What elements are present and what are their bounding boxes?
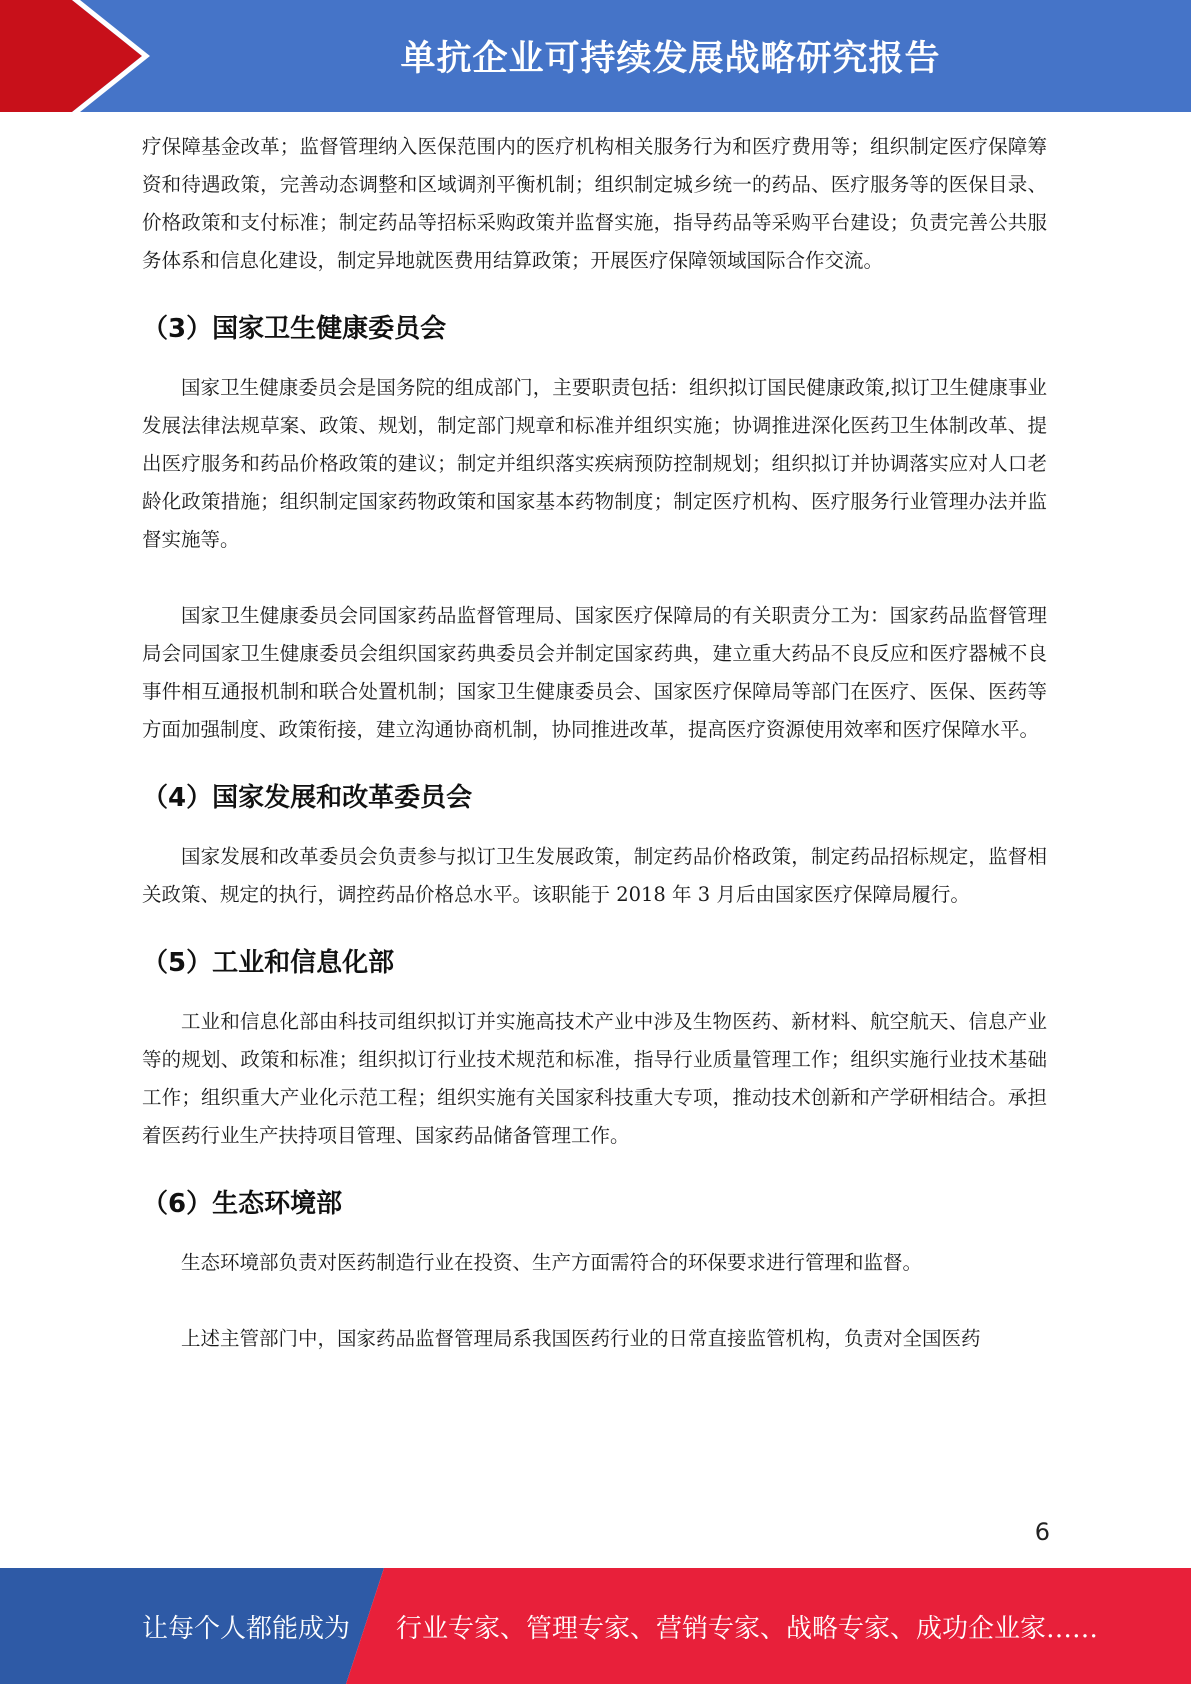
paragraph-3a: 国家卫生健康委员会是国务院的组成部门，主要职责包括：组织拟订国民健康政策,拟订卫生健康事业发展法律法规草案、政策、规划，制定部门规章和标准并组织实施；协调推进深化医药卫生体制改革、提出医疗服务和药品价格政策的建议；制定并组织落实疾病预防控制规划；组织拟订并协调落实应对人口老龄化政策措施；组织制定国家药物政策和国家基本药物制度；制定医疗机构、医疗服务行业管理办法并监督实施等。	[142, 376, 1047, 551]
page-header	[0, 0, 1191, 112]
section-heading-5: （5）工业和信息化部	[142, 948, 395, 978]
section-heading-4: （4）国家发展和改革委员会	[142, 783, 473, 813]
document-body	[142, 128, 1047, 1358]
section-heading-3: （3）国家卫生健康委员会	[142, 314, 447, 344]
footer-slogan-right: 行业专家、管理专家、营销专家、战略专家、成功企业家……	[396, 1613, 1099, 1644]
paragraph-4: 国家发展和改革委员会负责参与拟订卫生发展政策，制定药品价格政策，制定药品招标规定，监督相关政策、规定的执行，调控药品价格总水平。该职能于 2018 年 3 月后由国家医疗保障局履行。	[142, 845, 1047, 906]
paragraph-3b: 国家卫生健康委员会同国家药品监督管理局、国家医疗保障局的有关职责分工为：国家药品监督管理局会同国家卫生健康委员会组织国家药典委员会并制定国家药典，建立重大药品不良反应和医疗器械不良事件相互通报机制和联合处置机制；国家卫生健康委员会、国家医疗保障局等部门在医疗、医保、医药等方面加强制度、政策衔接，建立沟通协商机制，协同推进改革，提高医疗资源使用效率和医疗保障水平。	[142, 604, 1047, 741]
header-title: 单抗企业可持续发展战略研究报告	[400, 39, 941, 79]
footer-slogan-left: 让每个人都能成为	[142, 1613, 351, 1644]
paragraph-intro: 疗保障基金改革；监督管理纳入医保范围内的医疗机构相关服务行为和医疗费用等；组织制定医疗保障筹资和待遇政策，完善动态调整和区域调剂平衡机制；组织制定城乡统一的药品、医疗服务等的医保目录、价格政策和支付标准；制定药品等招标采购政策并监督实施，指导药品等采购平台建设；负责完善公共服务体系和信息化建设，制定异地就医费用结算政策；开展医疗保障领域国际合作交流。	[142, 135, 1047, 272]
paragraph-6: 生态环境部负责对医药制造行业在投资、生产方面需符合的环保要求进行管理和监督。	[181, 1251, 923, 1274]
page-footer	[0, 1568, 1191, 1684]
page-number: 6	[1034, 1518, 1050, 1546]
paragraph-5: 工业和信息化部由科技司组织拟订并实施高技术产业中涉及生物医药、新材料、航空航天、信息产业等的规划、政策和标准；组织拟订行业技术规范和标准，指导行业质量管理工作；组织实施行业技术基础工作；组织重大产业化示范工程；组织实施有关国家科技重大专项，推动技术创新和产学研相结合。承担着医药行业生产扶持项目管理、国家药品储备管理工作。	[142, 1010, 1047, 1147]
section-heading-6: （6）生态环境部	[142, 1189, 343, 1219]
header-red-chevron	[0, 0, 142, 112]
paragraph-7: 上述主管部门中，国家药品监督管理局系我国医药行业的日常直接监管机构，负责对全国医药	[181, 1327, 981, 1350]
